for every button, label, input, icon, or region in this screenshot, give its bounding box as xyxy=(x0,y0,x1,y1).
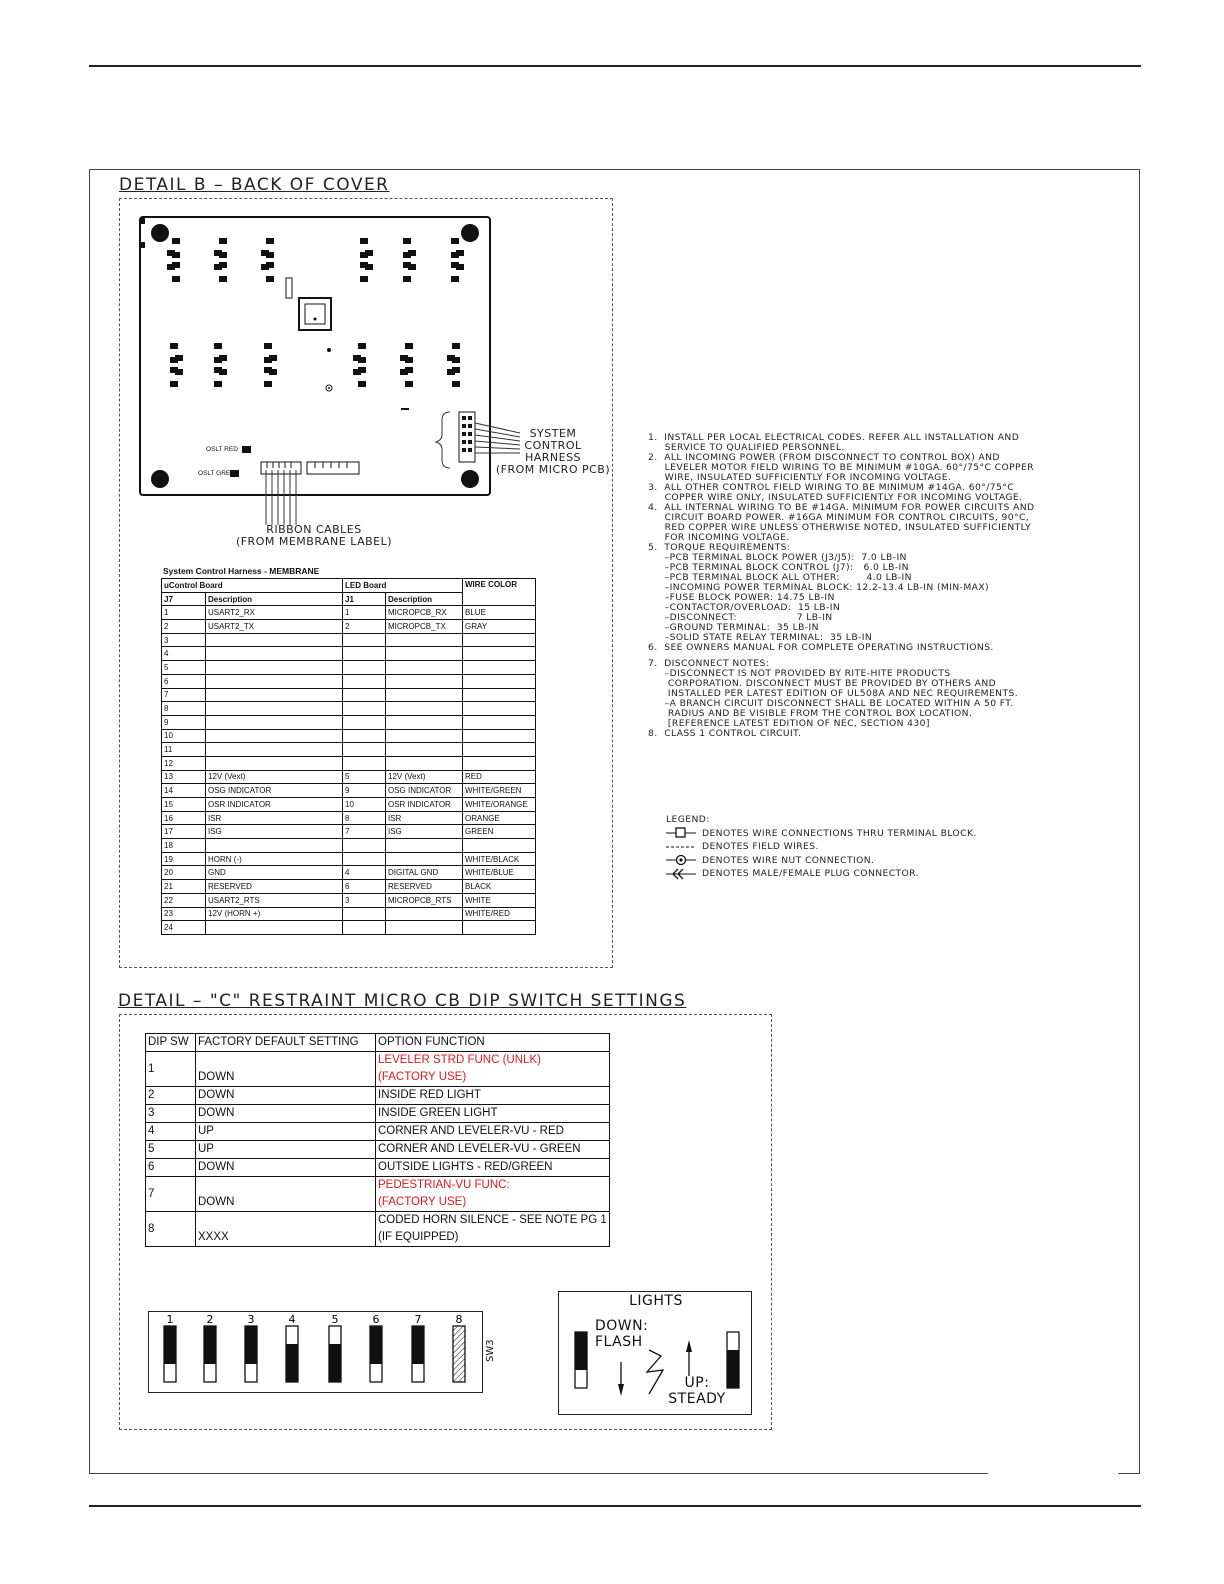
j7-description: RESERVED xyxy=(206,880,343,894)
j1-description: OSG INDICATOR xyxy=(386,784,463,798)
j7-description: USART2_RX xyxy=(206,606,343,620)
wire-color: BLUE xyxy=(463,606,536,620)
j7-description xyxy=(206,729,343,743)
j7-pin: 12 xyxy=(162,756,206,770)
wire-color xyxy=(463,729,536,743)
factory-default-setting: DOWN xyxy=(196,1177,376,1212)
j1-description: MICROPCB_RTS xyxy=(386,893,463,907)
plug-connector-icon xyxy=(666,868,698,880)
option-function xyxy=(376,1177,610,1212)
j1-description xyxy=(386,661,463,675)
dip-switch-drawing xyxy=(149,1312,481,1391)
j7-pin: 16 xyxy=(162,811,206,825)
j1-description xyxy=(386,907,463,921)
dip-sw-number: 5 xyxy=(146,1141,196,1159)
j7-description xyxy=(206,921,343,935)
note-line: CIRCUIT BOARD POWER. #16GA MINIMUM FOR CONTROL CIRCUITS, 90°C, xyxy=(648,512,1030,523)
j7-description: OSG INDICATOR xyxy=(206,784,343,798)
j1-pin xyxy=(343,907,386,921)
wire-color-header: WIRE COLOR xyxy=(463,579,536,606)
dip-switch-lever xyxy=(245,1326,257,1364)
wire-color: BLACK xyxy=(463,880,536,894)
harness-row xyxy=(162,756,536,770)
harness-row xyxy=(162,798,536,812)
dip-row xyxy=(146,1141,610,1159)
dip-switch-number: 4 xyxy=(288,1313,296,1326)
dip-sw-header: DIP SW xyxy=(146,1034,196,1052)
description-header: Description xyxy=(386,592,463,606)
description-header: Description xyxy=(206,592,343,606)
j1-pin xyxy=(343,647,386,661)
legend-title: LEGEND: xyxy=(666,814,710,825)
j7-pin: 20 xyxy=(162,866,206,880)
factory-default-setting: DOWN xyxy=(196,1105,376,1123)
option-function-line: LEVELER STRD FUNC (UNLK) xyxy=(378,1054,541,1066)
down-flash-label: DOWN: FLASH xyxy=(595,1318,649,1350)
j7-pin: 11 xyxy=(162,743,206,757)
note-line: 2. ALL INCOMING POWER (FROM DISCONNECT TO CONTROL BOX) AND xyxy=(648,452,1000,463)
option-function-line: (FACTORY USE) xyxy=(378,1196,467,1208)
j7-pin: 15 xyxy=(162,798,206,812)
j7-pin: 5 xyxy=(162,661,206,675)
j7-description xyxy=(206,688,343,702)
note-line: INSTALLED PER LATEST EDITION OF UL508A AND NEC REQUIREMENTS. xyxy=(648,688,1019,699)
harness-row xyxy=(162,880,536,894)
factory-default-header: FACTORY DEFAULT SETTING xyxy=(196,1034,376,1052)
harness-table-caption: System Control Harness - MEMBRANE xyxy=(163,566,320,576)
j1-pin xyxy=(343,661,386,675)
harness-row xyxy=(162,674,536,688)
j1-description: DIGITAL GND xyxy=(386,866,463,880)
j1-description xyxy=(386,702,463,716)
j7-pin: 14 xyxy=(162,784,206,798)
wire-color xyxy=(463,715,536,729)
j1-description: MICROPCB_TX xyxy=(386,620,463,634)
j7-description: USART2_TX xyxy=(206,620,343,634)
j1-description: ISR xyxy=(386,811,463,825)
option-function-line: (IF EQUIPPED) xyxy=(378,1231,459,1243)
j1-description xyxy=(386,743,463,757)
dip-row xyxy=(146,1123,610,1141)
wire-color xyxy=(463,921,536,935)
note-line: –PCB TERMINAL BLOCK POWER (J3/J5): 7.0 LB-IN xyxy=(648,552,907,563)
j1-description xyxy=(386,715,463,729)
note-line: –FUSE BLOCK POWER: 14.75 LB-IN xyxy=(648,592,835,603)
lights-title: LIGHTS xyxy=(629,1293,683,1309)
harness-row xyxy=(162,620,536,634)
harness-table xyxy=(161,578,536,935)
j1-description: MICROPCB_RX xyxy=(386,606,463,620)
option-function-line: INSIDE RED LIGHT xyxy=(378,1089,481,1101)
wire-color: WHITE/BLACK xyxy=(463,852,536,866)
note-line: FOR INCOMING VOLTAGE. xyxy=(648,532,790,543)
note-line: –SOLID STATE RELAY TERMINAL: 35 LB-IN xyxy=(648,632,873,643)
detail-c-title: DETAIL – "C" RESTRAINT MICRO CB DIP SWITCH SETTINGS xyxy=(118,991,687,1011)
terminal-block-icon xyxy=(666,827,698,839)
j1-pin: 1 xyxy=(343,606,386,620)
oslt-green-label: OSLT GREEN xyxy=(198,470,240,477)
dip-header-row xyxy=(146,1034,610,1052)
j1-pin xyxy=(343,921,386,935)
j1-description xyxy=(386,921,463,935)
j7-pin: 23 xyxy=(162,907,206,921)
wire-color: WHITE/RED xyxy=(463,907,536,921)
harness-row xyxy=(162,839,536,853)
note-line: 3. ALL OTHER CONTROL FIELD WIRING TO BE MINIMUM #14GA. 60°/75°C xyxy=(648,482,1015,493)
bottom-rule xyxy=(89,1505,1141,1507)
harness-row xyxy=(162,893,536,907)
option-function-line: CORNER AND LEVELER-VU - RED xyxy=(378,1125,564,1137)
note-line: RADIUS AND BE VISIBLE FROM THE CONTROL BOX LOCATION. xyxy=(648,708,973,719)
factory-default-setting: DOWN xyxy=(196,1052,376,1087)
j1-pin: 4 xyxy=(343,866,386,880)
led-board-header: LED Board xyxy=(343,579,463,593)
legend-item: DENOTES FIELD WIRES. xyxy=(666,840,977,854)
harness-row xyxy=(162,606,536,620)
harness-row xyxy=(162,702,536,716)
j7-description xyxy=(206,839,343,853)
wire-color: WHITE xyxy=(463,893,536,907)
j1-description: OSR INDICATOR xyxy=(386,798,463,812)
harness-group-header-row xyxy=(162,579,536,593)
j7-pin: 17 xyxy=(162,825,206,839)
harness-row xyxy=(162,743,536,757)
harness-row xyxy=(162,921,536,935)
legend-item: DENOTES MALE/FEMALE PLUG CONNECTOR. xyxy=(666,867,977,881)
field-wire-icon xyxy=(666,841,698,853)
j7-pin: 9 xyxy=(162,715,206,729)
option-function-line: PEDESTRIAN-VU FUNC: xyxy=(378,1179,510,1191)
dip-switch-lever xyxy=(286,1344,298,1382)
j7-description xyxy=(206,743,343,757)
j7-pin: 24 xyxy=(162,921,206,935)
note-line: 8. CLASS 1 CONTROL CIRCUIT. xyxy=(648,728,802,739)
dip-switch-lever xyxy=(412,1326,424,1364)
j1-description: ISG xyxy=(386,825,463,839)
dip-switch-number: 6 xyxy=(372,1313,380,1326)
j7-pin: 22 xyxy=(162,893,206,907)
j1-pin xyxy=(343,852,386,866)
wire-color: WHITE/ORANGE xyxy=(463,798,536,812)
j7-pin: 6 xyxy=(162,674,206,688)
j1-description xyxy=(386,839,463,853)
j1-pin xyxy=(343,674,386,688)
j7-pin: 4 xyxy=(162,647,206,661)
factory-default-setting: UP xyxy=(196,1123,376,1141)
harness-row xyxy=(162,661,536,675)
dip-switch-table xyxy=(145,1033,610,1247)
wire-color xyxy=(463,661,536,675)
detail-b-title: DETAIL B – BACK OF COVER xyxy=(119,175,390,195)
up-steady-label: UP: STEADY xyxy=(668,1375,726,1407)
factory-default-setting: DOWN xyxy=(196,1087,376,1105)
j1-description xyxy=(386,647,463,661)
note-line: 1. INSTALL PER LOCAL ELECTRICAL CODES. REFER ALL INSTALLATION AND xyxy=(648,432,1020,443)
legend-item: DENOTES WIRE CONNECTIONS THRU TERMINAL BLOCK. xyxy=(666,827,977,841)
j1-pin xyxy=(343,715,386,729)
wire-color xyxy=(463,633,536,647)
note-line: –CONTACTOR/OVERLOAD: 15 LB-IN xyxy=(648,602,841,613)
note-line: CORPORATION. DISCONNECT MUST BE PROVIDED BY OTHERS AND xyxy=(648,678,997,689)
wire-color: WHITE/GREEN xyxy=(463,784,536,798)
j1-pin xyxy=(343,702,386,716)
j7-description xyxy=(206,633,343,647)
note-line: –PCB TERMINAL BLOCK ALL OTHER: 4.0 LB-IN xyxy=(648,572,912,583)
note-line: 6. SEE OWNERS MANUAL FOR COMPLETE OPERATING INSTRUCTIONS. xyxy=(648,642,994,653)
note-line: WIRE, INSULATED SUFFICIENTLY FOR INCOMING VOLTAGE. xyxy=(648,472,952,483)
harness-row xyxy=(162,784,536,798)
legend xyxy=(666,813,977,881)
dip-sw-number: 3 xyxy=(146,1105,196,1123)
dip-switch-lever xyxy=(204,1326,216,1364)
j1-pin: 3 xyxy=(343,893,386,907)
j7-description xyxy=(206,702,343,716)
harness-row xyxy=(162,907,536,921)
j7-description: GND xyxy=(206,866,343,880)
option-function xyxy=(376,1212,610,1247)
j1-description xyxy=(386,688,463,702)
j1-description xyxy=(386,674,463,688)
note-line: 5. TORQUE REQUIREMENTS: xyxy=(648,542,791,553)
j1-pin: 7 xyxy=(343,825,386,839)
dip-switch-number: 8 xyxy=(455,1313,463,1326)
wire-color: GREEN xyxy=(463,825,536,839)
option-function xyxy=(376,1123,610,1141)
note-line: COPPER WIRE ONLY, INSULATED SUFFICIENTLY FOR INCOMING VOLTAGE. xyxy=(648,492,1023,503)
harness-row xyxy=(162,825,536,839)
j1-description xyxy=(386,852,463,866)
wire-color xyxy=(463,702,536,716)
option-function xyxy=(376,1052,610,1087)
harness-row xyxy=(162,715,536,729)
harness-row xyxy=(162,647,536,661)
harness-row xyxy=(162,770,536,784)
dip-switch-8[interactable] xyxy=(453,1326,465,1382)
dip-sw-number: 1 xyxy=(146,1052,196,1087)
note-line: –DISCONNECT: 7 LB-IN xyxy=(648,612,833,623)
dip-sw-number: 6 xyxy=(146,1159,196,1177)
dip-row xyxy=(146,1177,610,1212)
j1-pin xyxy=(343,729,386,743)
option-function-line: INSIDE GREEN LIGHT xyxy=(378,1107,498,1119)
j7-description: 12V (Vext) xyxy=(206,770,343,784)
j7-pin: 10 xyxy=(162,729,206,743)
sw3-label: SW3 xyxy=(485,1339,496,1362)
j1-pin: 9 xyxy=(343,784,386,798)
note-line: RED COPPER WIRE UNLESS OTHERWISE NOTED, INSULATED SUFFICIENTLY xyxy=(648,522,1031,533)
j7-pin: 8 xyxy=(162,702,206,716)
j7-description: OSR INDICATOR xyxy=(206,798,343,812)
option-function-line: CODED HORN SILENCE - SEE NOTE PG 1 xyxy=(378,1214,607,1226)
j7-header: J7 xyxy=(162,592,206,606)
dip-switch-number: 3 xyxy=(247,1313,255,1326)
option-function xyxy=(376,1087,610,1105)
option-function xyxy=(376,1159,610,1177)
wire-color: WHITE/BLUE xyxy=(463,866,536,880)
j1-description xyxy=(386,756,463,770)
top-rule xyxy=(89,65,1141,67)
j1-pin: 8 xyxy=(343,811,386,825)
oslt-red-label: OSLT RED xyxy=(206,446,238,453)
wire-color: GRAY xyxy=(463,620,536,634)
dip-sw-number: 7 xyxy=(146,1177,196,1212)
ucontrol-board-header: uControl Board xyxy=(162,579,343,593)
j7-description xyxy=(206,715,343,729)
general-notes xyxy=(648,433,1118,739)
dip-sw-number: 8 xyxy=(146,1212,196,1247)
j1-pin: 6 xyxy=(343,880,386,894)
j7-description: USART2_RTS xyxy=(206,893,343,907)
wire-color xyxy=(463,743,536,757)
factory-default-setting: UP xyxy=(196,1141,376,1159)
dip-switch-lever xyxy=(329,1344,341,1382)
j1-pin: 10 xyxy=(343,798,386,812)
j7-pin: 7 xyxy=(162,688,206,702)
j7-pin: 3 xyxy=(162,633,206,647)
dip-switch-number: 2 xyxy=(206,1313,214,1326)
dip-row xyxy=(146,1052,610,1087)
j7-pin: 19 xyxy=(162,852,206,866)
j7-description: ISR xyxy=(206,811,343,825)
note-line: –DISCONNECT IS NOT PROVIDED BY RITE-HITE PRODUCTS xyxy=(648,668,951,679)
harness-row xyxy=(162,866,536,880)
dip-switch-number: 7 xyxy=(414,1313,422,1326)
harness-row xyxy=(162,633,536,647)
j1-description: 12V (Vext) xyxy=(386,770,463,784)
j7-description: HORN (-) xyxy=(206,852,343,866)
note-line: 4. ALL INTERNAL WIRING TO BE #14GA. MINIMUM FOR POWER CIRCUITS AND xyxy=(648,502,1035,513)
note-line: –A BRANCH CIRCUIT DISCONNECT SHALL BE LOCATED WITHIN A 50 FT. xyxy=(648,698,1014,709)
note-line: –GROUND TERMINAL: 35 LB-IN xyxy=(648,622,819,633)
note-line: –INCOMING POWER TERMINAL BLOCK: 12.2-13.4 LB-IN (MIN-MAX) xyxy=(648,582,990,593)
j1-pin: 5 xyxy=(343,770,386,784)
j1-description xyxy=(386,729,463,743)
j1-description xyxy=(386,633,463,647)
option-function xyxy=(376,1141,610,1159)
note-line: LEVELER MOTOR FIELD WIRING TO BE MINIMUM #10GA. 60°/75°C COPPER xyxy=(648,462,1034,473)
wire-color: RED xyxy=(463,770,536,784)
harness-row xyxy=(162,811,536,825)
wire-color: ORANGE xyxy=(463,811,536,825)
note-line: 7. DISCONNECT NOTES: xyxy=(648,658,770,669)
wire-color xyxy=(463,756,536,770)
option-function-line: CORNER AND LEVELER-VU - GREEN xyxy=(378,1143,581,1155)
wire-color xyxy=(463,674,536,688)
harness-row xyxy=(162,729,536,743)
lights-legend xyxy=(558,1291,752,1415)
wire-color xyxy=(463,688,536,702)
j7-pin: 13 xyxy=(162,770,206,784)
j7-description: 12V (HORN +) xyxy=(206,907,343,921)
wire-color xyxy=(463,839,536,853)
j1-pin: 2 xyxy=(343,620,386,634)
j7-description: ISG xyxy=(206,825,343,839)
wire-nut-icon xyxy=(666,854,698,866)
wire-color xyxy=(463,647,536,661)
j1-pin xyxy=(343,688,386,702)
dip-row xyxy=(146,1105,610,1123)
option-function-line: OUTSIDE LIGHTS - RED/GREEN xyxy=(378,1161,553,1173)
dip-row xyxy=(146,1087,610,1105)
harness-row xyxy=(162,852,536,866)
harness-row xyxy=(162,688,536,702)
option-function xyxy=(376,1105,610,1123)
j1-description: RESERVED xyxy=(386,880,463,894)
factory-default-setting: XXXX xyxy=(196,1212,376,1247)
dip-sw-number: 2 xyxy=(146,1087,196,1105)
j7-pin: 1 xyxy=(162,606,206,620)
note-line: –PCB TERMINAL BLOCK CONTROL (J7): 6.0 LB-IN xyxy=(648,562,909,573)
dip-switch-lever xyxy=(370,1326,382,1364)
j7-pin: 2 xyxy=(162,620,206,634)
dip-switch-lever xyxy=(164,1326,176,1364)
j1-pin xyxy=(343,839,386,853)
dip-switch-bank xyxy=(148,1311,483,1393)
j7-description xyxy=(206,661,343,675)
dip-sw-number: 4 xyxy=(146,1123,196,1141)
j1-pin xyxy=(343,743,386,757)
j7-description xyxy=(206,756,343,770)
j7-description xyxy=(206,674,343,688)
ribbon-cable-label: RIBBON CABLES (FROM MEMBRANE LABEL) xyxy=(235,523,393,548)
factory-default-setting: DOWN xyxy=(196,1159,376,1177)
j7-description xyxy=(206,647,343,661)
dip-row xyxy=(146,1212,610,1247)
option-function-header: OPTION FUNCTION xyxy=(376,1034,610,1052)
dip-row xyxy=(146,1159,610,1177)
j1-pin xyxy=(343,633,386,647)
j7-pin: 21 xyxy=(162,880,206,894)
harness-label: SYSTEM CONTROL HARNESS (FROM MICRO PCB) xyxy=(495,427,611,476)
j1-pin xyxy=(343,756,386,770)
j1-header: J1 xyxy=(343,592,386,606)
option-function-line: (FACTORY USE) xyxy=(378,1071,467,1083)
j7-pin: 18 xyxy=(162,839,206,853)
dip-switch-number: 1 xyxy=(166,1313,174,1326)
note-line: [REFERENCE LATEST EDITION OF NEC, SECTION 430] xyxy=(648,718,930,729)
lights-drawing xyxy=(559,1292,751,1414)
note-line: SERVICE TO QUALIFIED PERSONNEL. xyxy=(648,442,845,453)
dip-switch-number: 5 xyxy=(331,1313,339,1326)
legend-item: DENOTES WIRE NUT CONNECTION. xyxy=(666,854,977,868)
